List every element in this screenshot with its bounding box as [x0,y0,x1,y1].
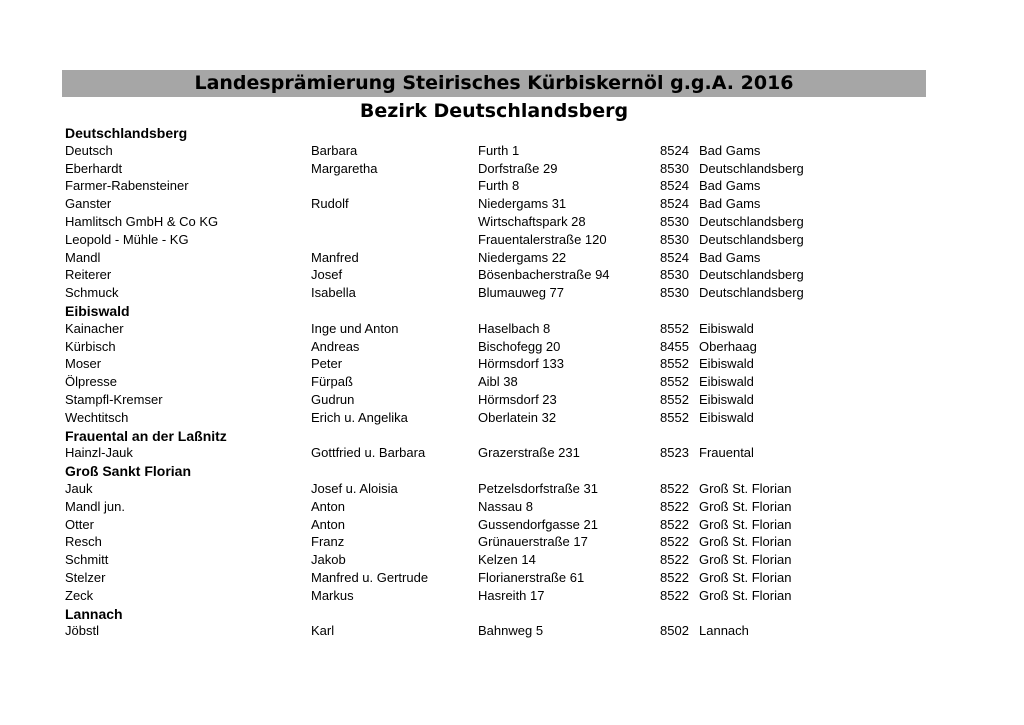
table-row [0,320,1024,338]
table-row [0,373,1024,391]
street-cell: Gussendorfgasse 21 [478,516,598,532]
city-cell: Groß St. Florian [699,481,792,496]
city-cell: Groß St. Florian [699,570,792,585]
table-row [0,409,1024,427]
street-cell: Grünauerstraße 17 [478,534,588,550]
name-cell: Hamlitsch GmbH & Co KG [65,214,219,229]
street-cell: Furth 1 [478,142,520,158]
page-subtitle: Bezirk Deutschlandsberg [359,100,629,122]
postal-code-cell: 8552 [660,356,689,372]
postal-code-cell: 8524 [660,249,689,265]
first-name-cell: Franz [311,534,345,550]
street-cell: Bösenbacherstraße 94 [478,267,610,283]
street-cell: Niedergams 22 [478,249,567,265]
postal-code-cell: 8530 [660,160,689,176]
street-cell: Blumauweg 77 [478,285,564,301]
city-cell: Deutschlandsberg [699,267,804,283]
page-title: Landesprämierung Steirisches Kürbiskernöl g.g.A. 2016 [194,72,794,94]
table-row [0,622,1024,640]
first-name-cell: Jakob [311,552,346,568]
city-cell: Groß St. Florian [699,534,792,550]
first-name-cell: Gottfried u. Barbara [311,445,426,461]
street-cell: Wirtschaftspark 28 [478,214,586,229]
name-cell: Schmitt [65,552,109,568]
first-name-cell: Manfred u. Gertrude [311,570,429,585]
street-cell: Nassau 8 [478,498,533,514]
name-cell: Kainacher [65,320,124,336]
table-row [0,177,1024,195]
postal-code-cell: 8552 [660,320,689,336]
name-cell: Moser [65,356,102,372]
street-cell: Haselbach 8 [478,320,551,336]
name-cell: Deutsch [65,142,113,158]
postal-code-cell: 8522 [660,516,689,532]
first-name-cell: Anton [311,516,345,532]
city-cell: Eibiswald [699,374,754,390]
city-cell: Frauental [699,445,754,461]
first-name-cell: Josef [311,267,343,283]
name-cell: Ganster [65,196,112,212]
table-row [0,480,1024,498]
table-row [0,284,1024,302]
first-name-cell: Andreas [311,338,360,354]
table-row [0,231,1024,249]
postal-code-cell: 8522 [660,587,689,603]
name-cell: Otter [65,516,94,532]
street-cell: Oberlatein 32 [478,409,557,425]
city-cell: Groß St. Florian [699,587,792,603]
city-cell: Lannach [699,623,749,639]
street-cell: Furth 8 [478,178,520,194]
postal-code-cell: 8522 [660,570,689,585]
table-row [0,142,1024,160]
table-row [0,160,1024,178]
city-cell: Eibiswald [699,409,754,425]
city-cell: Eibiswald [699,356,754,372]
city-cell: Deutschlandsberg [699,231,804,247]
name-cell: Farmer-Rabensteiner [65,178,189,194]
city-cell: Oberhaag [699,338,757,354]
group-heading: Eibiswald [65,303,130,319]
postal-code-cell: 8502 [660,623,689,639]
street-cell: Niedergams 31 [478,196,567,212]
street-cell: Hörmsdorf 133 [478,356,564,372]
postal-code-cell: 8522 [660,552,689,568]
group-heading: Deutschlandsberg [65,125,188,141]
first-name-cell: Margaretha [311,160,378,176]
name-cell: Jauk [65,481,93,496]
street-cell: Kelzen 14 [478,552,536,568]
postal-code-cell: 8530 [660,214,689,229]
city-cell: Bad Gams [699,142,761,158]
table-row [0,249,1024,267]
city-cell: Groß St. Florian [699,516,792,532]
group-heading: Frauental an der Laßnitz [65,427,227,444]
first-name-cell: Erich u. Angelika [311,409,408,425]
street-cell: Bahnweg 5 [478,623,544,639]
postal-code-cell: 8522 [660,498,689,514]
city-cell: Deutschlandsberg [699,285,804,301]
postal-code-cell: 8552 [660,374,689,390]
postal-code-cell: 8524 [660,196,689,212]
first-name-cell: Barbara [311,142,358,158]
city-cell: Bad Gams [699,178,761,194]
postal-code-cell: 8522 [660,481,689,496]
city-cell: Eibiswald [699,320,754,336]
street-cell: Hasreith 17 [478,587,545,603]
first-name-cell: Karl [311,623,335,639]
city-cell: Deutschlandsberg [699,160,804,176]
name-cell: Mandl [65,249,101,265]
city-cell: Deutschlandsberg [699,214,804,229]
first-name-cell: Anton [311,498,345,514]
postal-code-cell: 8530 [660,267,689,283]
group-heading: Groß Sankt Florian [65,463,192,480]
table-row [0,338,1024,356]
name-cell: Zeck [65,587,94,603]
street-cell: Frauentalerstraße 120 [478,231,607,247]
name-cell: Reiterer [65,267,112,283]
name-cell: Stelzer [65,570,106,585]
street-cell: Dorfstraße 29 [478,160,558,176]
postal-code-cell: 8524 [660,142,689,158]
first-name-cell: Rudolf [311,196,349,212]
first-name-cell: Inge und Anton [311,320,399,336]
table-row [0,213,1024,231]
name-cell: Ölpresse [65,374,118,390]
postal-code-cell: 8524 [660,178,689,194]
table-row [0,516,1024,534]
group-heading: Lannach [65,605,123,622]
name-cell: Kürbisch [65,338,116,354]
first-name-cell: Fürpaß [311,374,353,390]
name-cell: Eberhardt [65,160,123,176]
name-cell: Jöbstl [65,623,99,639]
street-cell: Aibl 38 [478,374,518,390]
first-name-cell: Manfred [311,249,359,265]
street-cell: Bischofegg 20 [478,338,561,354]
first-name-cell: Isabella [311,285,356,301]
first-name-cell: Markus [311,587,354,603]
table-row [0,498,1024,516]
city-cell: Groß St. Florian [699,498,792,514]
name-cell: Resch [65,534,102,550]
city-cell: Bad Gams [699,196,761,212]
city-cell: Eibiswald [699,392,754,407]
first-name-cell: Josef u. Aloisia [311,481,398,496]
name-cell: Mandl jun. [65,498,125,514]
street-cell: Petzelsdorfstraße 31 [478,481,598,496]
street-cell: Hörmsdorf 23 [478,392,557,407]
postal-code-cell: 8523 [660,445,689,461]
table-row [0,587,1024,605]
city-cell: Groß St. Florian [699,552,792,568]
table-row [0,444,1024,462]
street-cell: Grazerstraße 231 [478,445,580,461]
postal-code-cell: 8552 [660,392,689,407]
postal-code-cell: 8455 [660,338,689,354]
first-name-cell: Gudrun [311,392,355,407]
table-row [0,355,1024,373]
table-row [0,569,1024,587]
city-cell: Bad Gams [699,249,761,265]
street-cell: Florianerstraße 61 [478,570,585,585]
table-row [0,266,1024,284]
table-row [0,195,1024,213]
postal-code-cell: 8552 [660,409,689,425]
first-name-cell: Peter [311,356,343,372]
table-row [0,551,1024,569]
postal-code-cell: 8530 [660,231,689,247]
table-row [0,533,1024,551]
name-cell: Wechtitsch [65,409,129,425]
name-cell: Stampfl-Kremser [65,392,163,407]
postal-code-cell: 8530 [660,285,689,301]
postal-code-cell: 8522 [660,534,689,550]
table-row [0,391,1024,409]
name-cell: Leopold - Mühle - KG [65,231,189,247]
name-cell: Hainzl-Jauk [65,445,133,461]
name-cell: Schmuck [65,285,119,301]
